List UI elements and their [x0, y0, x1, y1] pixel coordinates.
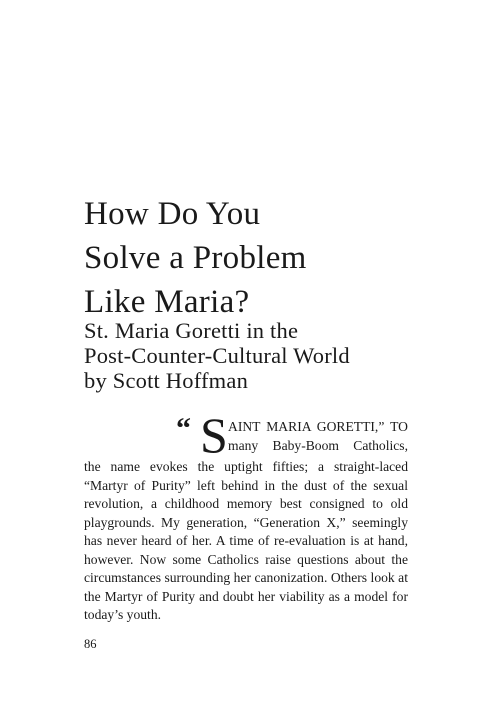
- title-line: How Do You: [84, 196, 261, 232]
- body-paragraph: the name evokes the uptight fifties; a straight-laced “Martyr of Purity” left behind in the dust of the sexual revolution, a childhood memory best consigned to old playgrounds. My generation, “Generation X,” seemingly has never heard of her. A time of re-evaluation is at hand, however. Now some Catholics raise questions about the circumstances surrounding her canonization. Others look at the Martyr of Purity and doubt her viability as a model for today’s youth.: [84, 459, 408, 622]
- opening-quote-mark: “: [176, 412, 191, 445]
- byline: by Scott Hoffman: [84, 368, 249, 393]
- lead-line: AINT MARIA GORETTI,” TO: [228, 419, 408, 434]
- article-title: [84, 192, 444, 324]
- title-line: Solve a Problem: [84, 240, 307, 276]
- subtitle-line: St. Maria Goretti in the: [84, 318, 299, 343]
- article-subtitle: [84, 318, 464, 393]
- lead-line: many Baby-Boom Catholics,: [228, 437, 408, 453]
- title-line: Like Maria?: [84, 284, 250, 320]
- subtitle-line: Post-Counter-Cultural World: [84, 343, 350, 368]
- page-number: 86: [84, 637, 97, 651]
- lead-text: [228, 418, 408, 455]
- lead-paragraph-opening: [84, 407, 408, 463]
- article-body: [84, 407, 408, 625]
- drop-cap: S: [200, 407, 228, 463]
